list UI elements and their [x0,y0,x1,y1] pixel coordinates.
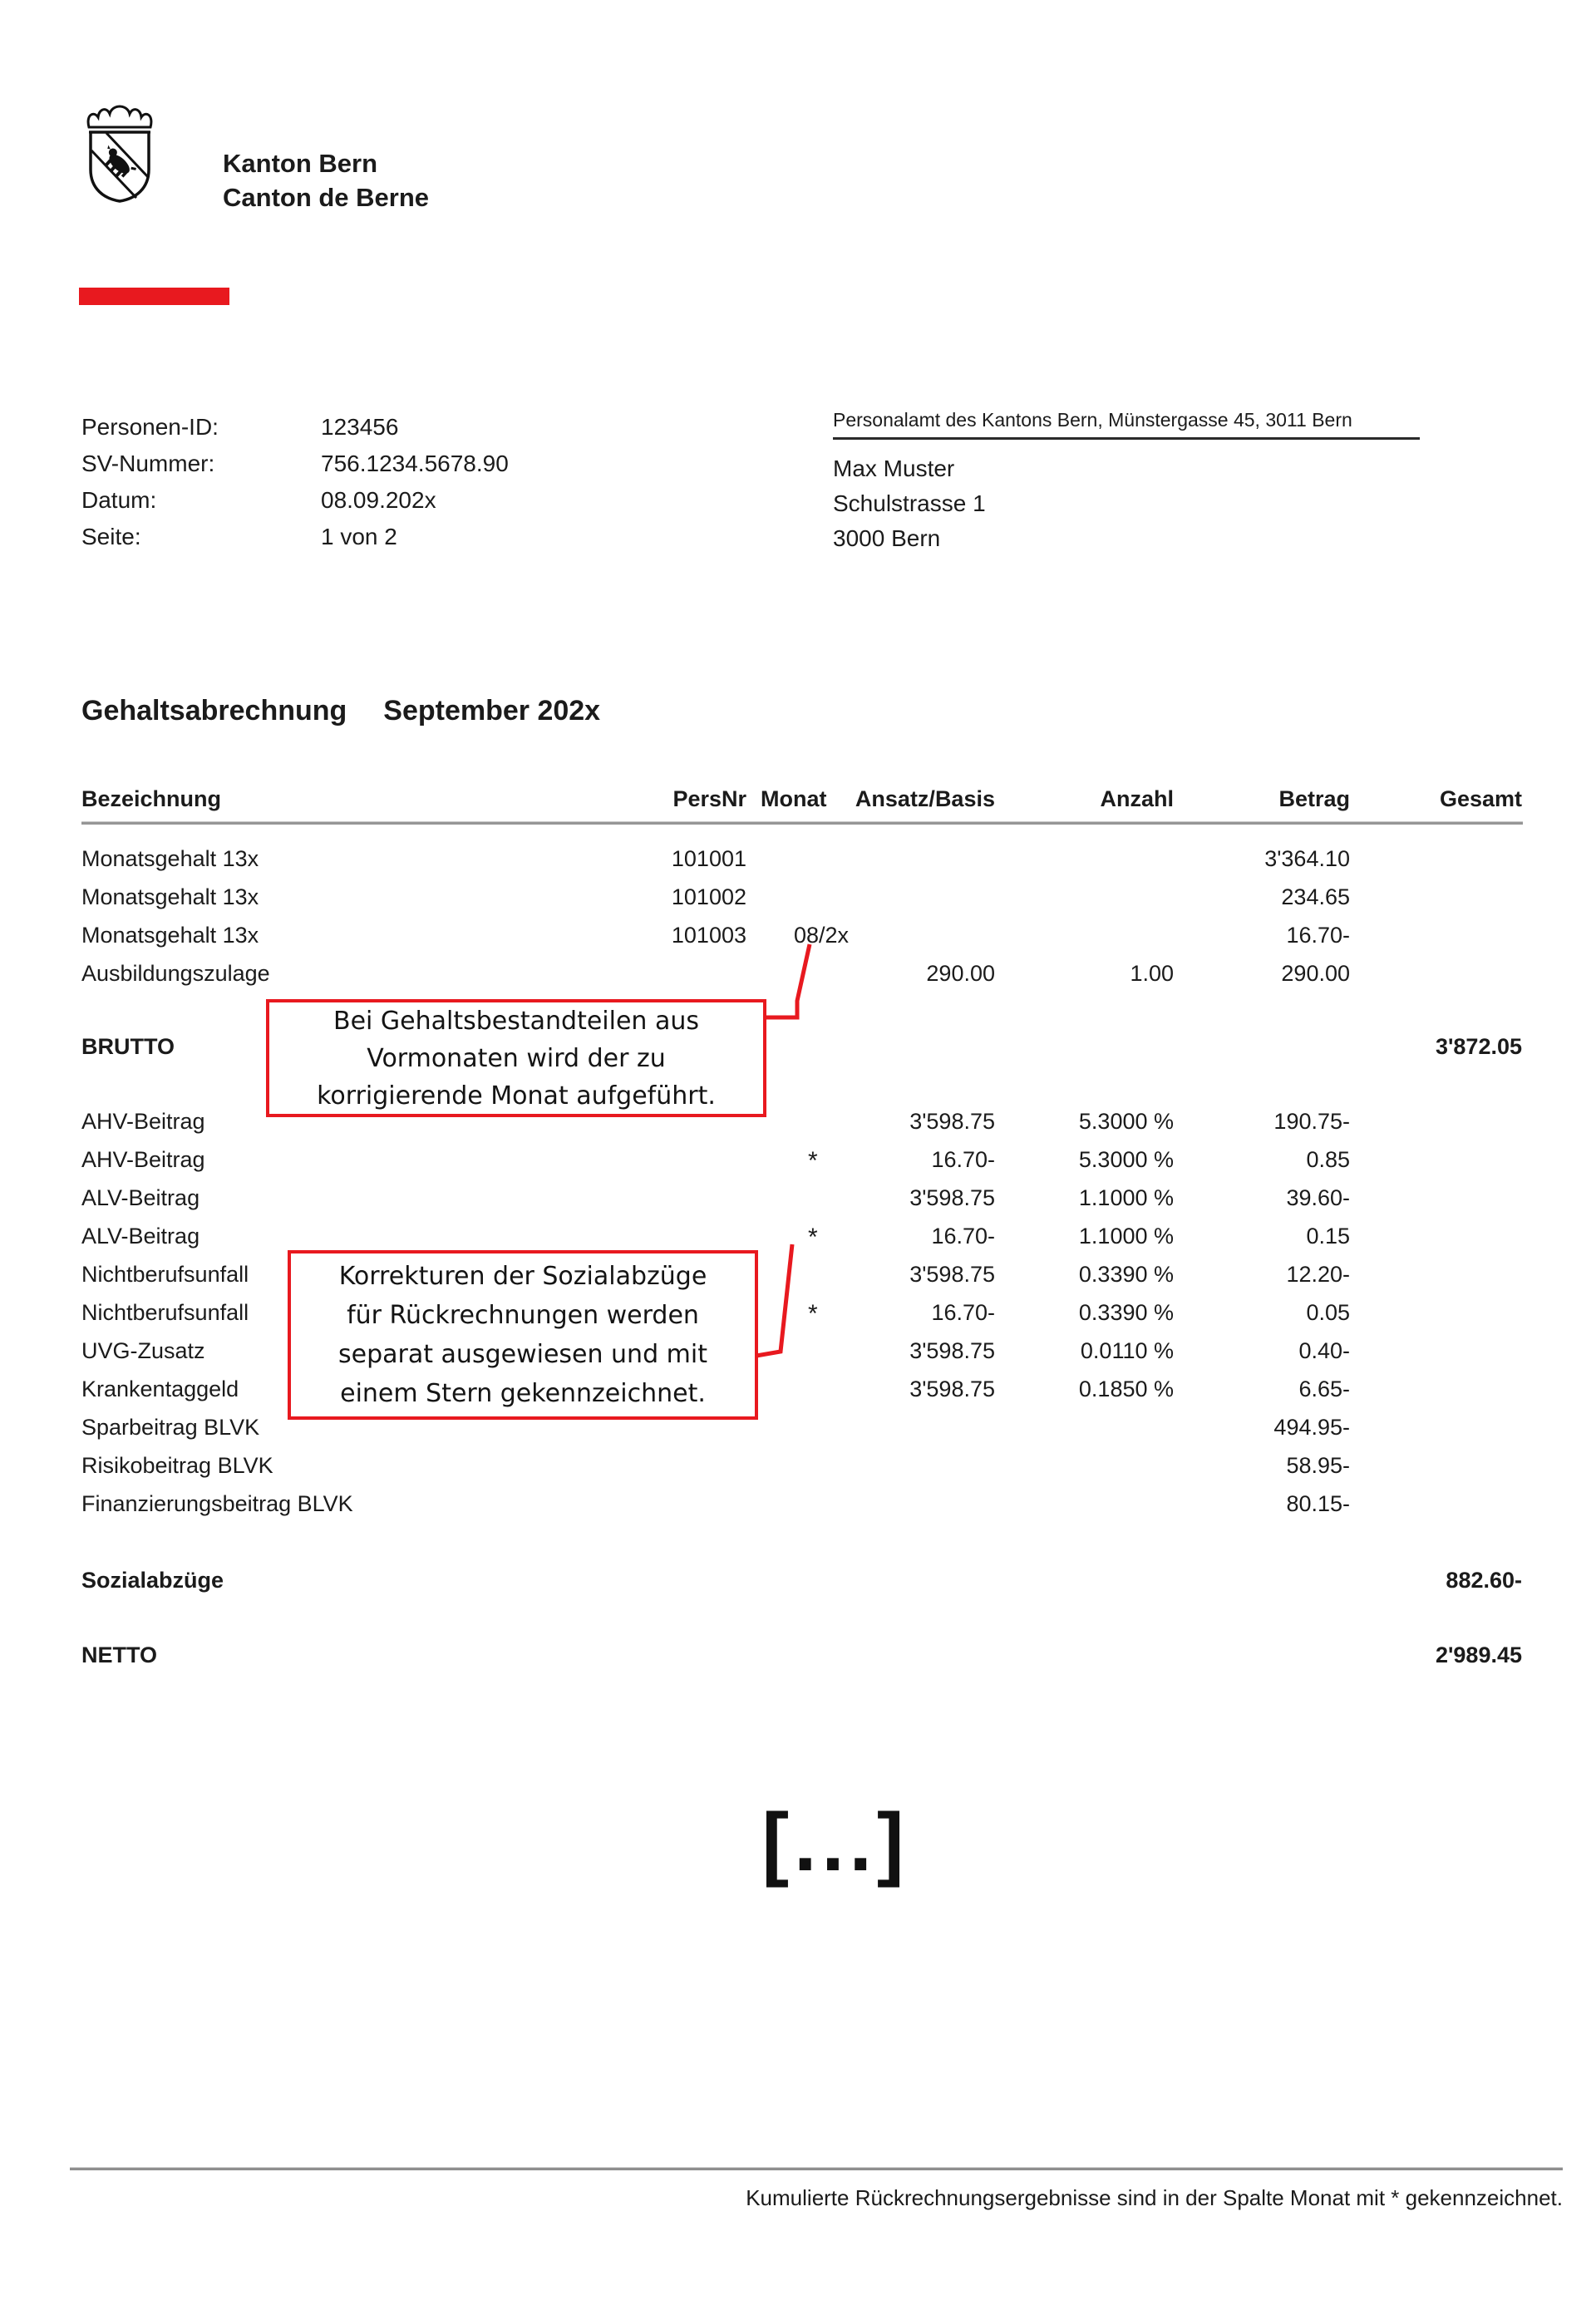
annotation-line: separat ausgewiesen und mit [338,1340,707,1369]
meta-row [81,482,509,519]
cell-gesamt [1350,884,1522,923]
table-row [81,1491,1523,1529]
meta-row [81,519,509,555]
cell-persnr [572,1491,746,1529]
meta-value: 123456 [321,414,399,440]
meta-label: Datum: [81,487,157,513]
cell-persnr [572,1147,746,1185]
table-row [81,846,1523,884]
meta-label: Seite: [81,524,141,549]
column-header-betrag: Betrag [1278,786,1350,811]
cell-gesamt [1350,1491,1522,1529]
cell-monat [746,961,845,999]
cell-betrag: 3'364.10 [1264,846,1350,871]
cell-gesamt [1350,1338,1522,1377]
meta-row [81,446,509,482]
cell-gesamt [1350,1415,1522,1453]
cell-monat [746,1147,845,1185]
cell-gesamt [1350,1109,1522,1147]
cell-bezeichnung: ALV-Beitrag [81,1224,200,1249]
org-name-line1: Kanton Bern [223,149,377,178]
cell-gesamt [1350,1262,1522,1300]
meta-value: 756.1234.5678.90 [321,451,509,476]
meta-label: SV-Nummer: [81,451,215,476]
title-main: Gehaltsabrechnung [81,695,347,726]
annotation-line: Vormonaten wird der zu [367,1043,666,1073]
cell-persnr [572,1415,746,1453]
cell-gesamt [1350,846,1522,884]
cell-anzahl [995,1491,1174,1529]
cell-betrag: 58.95- [1286,1453,1350,1478]
cell-gesamt [1350,1224,1522,1262]
annotation-line: für Rückrechnungen werden [347,1301,699,1330]
cell-ansatz-basis [845,846,995,884]
cell-bezeichnung: Krankentaggeld [81,1377,239,1401]
cell-betrag: 234.65 [1281,884,1350,909]
cell-betrag: 494.95- [1273,1415,1350,1440]
cell-ansatz-basis [845,1643,995,1681]
address-line: Schulstrasse 1 [833,490,986,516]
cell-anzahl [995,884,1174,923]
title-period: September 202x [383,695,601,726]
cell-ansatz-basis [845,1415,995,1453]
annotation-line: Bei Gehaltsbestandteilen aus [333,1006,699,1036]
cell-bezeichnung: AHV-Beitrag [81,1147,205,1172]
cell-monat [746,1185,845,1224]
cell-monat [746,1338,845,1377]
cell-gesamt: 882.60- [1446,1568,1522,1593]
cell-ansatz-basis [845,884,995,923]
cell-monat [746,1377,845,1415]
annotation-line: einem Stern gekennzeichnet. [340,1379,706,1408]
cell-monat [746,1453,845,1491]
column-header-anzahl: Anzahl [1100,786,1174,811]
cell-bezeichnung: Nichtberufsunfall [81,1300,249,1325]
footer-rule [70,2167,1563,2170]
cell-anzahl [995,1453,1174,1491]
cell-bezeichnung: BRUTTO [81,1034,175,1059]
cell-anzahl: 5.3000 % [1078,1147,1174,1172]
cell-persnr [572,961,746,999]
star-marker: * [808,1300,818,1327]
accent-bar [79,288,229,305]
column-header-ansatz-basis: Ansatz/Basis [855,786,995,811]
cell-monat [746,1415,845,1453]
cell-anzahl: 1.1000 % [1078,1185,1174,1210]
cell-bezeichnung: Monatsgehalt 13x [81,923,259,948]
star-marker: * [808,1224,818,1251]
cell-anzahl [995,1415,1174,1453]
cell-ansatz-basis: 290.00 [926,961,995,986]
cell-anzahl: 0.3390 % [1078,1300,1174,1325]
cell-ansatz-basis [845,1491,995,1529]
cell-ansatz-basis: 3'598.75 [909,1109,995,1134]
cell-gesamt: 2'989.45 [1435,1643,1522,1667]
cell-ansatz-basis: 16.70- [931,1147,995,1172]
cell-ansatz-basis: 3'598.75 [909,1338,995,1363]
cell-gesamt [1350,1147,1522,1185]
cell-anzahl: 0.3390 % [1078,1262,1174,1287]
cell-bezeichnung: Risikobeitrag BLVK [81,1453,273,1478]
table-row [81,1415,1523,1453]
star-marker: * [808,1147,818,1175]
cell-monat [746,884,845,923]
column-header-monat: Monat [761,786,827,811]
cell-betrag: 290.00 [1281,961,1350,986]
cell-gesamt [1350,961,1522,999]
cell-gesamt [1350,1185,1522,1224]
cell-betrag: 39.60- [1286,1185,1350,1210]
cell-betrag: 190.75- [1273,1109,1350,1134]
annotation-line: Korrekturen der Sozialabzüge [338,1262,707,1291]
table-row [81,961,1523,999]
cell-monat [746,846,845,884]
cell-persnr: 101003 [671,923,746,948]
address-line: Max Muster [833,456,955,481]
annotation-box-previous-months [266,999,766,1117]
cell-betrag: 0.40- [1298,1338,1350,1363]
cell-bezeichnung: ALV-Beitrag [81,1185,200,1210]
cell-betrag [1174,1034,1350,1072]
bern-crest-icon [78,105,161,209]
cell-betrag: 12.20- [1286,1262,1350,1287]
cell-gesamt: 3'872.05 [1435,1034,1522,1059]
cell-betrag: 0.15 [1306,1224,1350,1249]
address-line: 3000 Bern [833,525,941,551]
column-header-persnr: PersNr [672,786,746,811]
cell-betrag: 6.65- [1298,1377,1350,1401]
cell-bezeichnung: Sozialabzüge [81,1568,224,1593]
cell-betrag: 0.05 [1306,1300,1350,1325]
annotation-box-corrections [288,1250,758,1420]
recipient-block [833,409,1423,556]
cell-anzahl [995,1643,1174,1681]
cell-anzahl [995,923,1174,961]
cell-persnr: 101002 [671,884,746,909]
cell-persnr: 101001 [671,846,746,871]
cell-gesamt [1350,1377,1522,1415]
cell-bezeichnung: Sparbeitrag BLVK [81,1415,260,1440]
meta-value: 1 von 2 [321,524,397,549]
table-row [81,1147,1523,1185]
cell-monat [746,1300,845,1338]
cell-gesamt [1350,923,1522,961]
cell-anzahl: 0.1850 % [1078,1377,1174,1401]
cell-monat [746,1568,845,1606]
cell-bezeichnung: Ausbildungszulage [81,961,270,986]
cell-ansatz-basis [845,923,995,961]
recipient-address [833,451,1423,556]
salary-table [81,786,1523,1681]
cell-betrag [1174,1643,1350,1681]
cell-persnr [572,1185,746,1224]
cell-persnr [572,1643,746,1681]
cell-bezeichnung: UVG-Zusatz [81,1338,205,1363]
cell-betrag: 16.70- [1286,923,1350,948]
cell-monat [746,1262,845,1300]
meta-block [81,409,509,555]
org-name [223,146,429,214]
cell-ansatz-basis: 16.70- [931,1300,995,1325]
cell-monat [746,1643,845,1681]
cell-monat [746,1224,845,1262]
cell-anzahl: 5.3000 % [1078,1109,1174,1134]
meta-label: Personen-ID: [81,414,219,440]
cell-ansatz-basis: 3'598.75 [909,1377,995,1401]
cell-bezeichnung: Monatsgehalt 13x [81,884,259,909]
cell-bezeichnung: Finanzierungsbeitrag BLVK [81,1491,353,1516]
cell-persnr [572,1453,746,1491]
sender-line: Personalamt des Kantons Bern, Münstergasse 45, 3011 Bern [833,409,1420,440]
table-row [81,923,1523,961]
cell-gesamt [1350,1453,1522,1491]
cell-ansatz-basis: 3'598.75 [909,1185,995,1210]
annotation-line: korrigierende Monat aufgeführt. [317,1081,716,1111]
org-name-line2: Canton de Berne [223,183,430,212]
column-header-bezeichnung: Bezeichnung [81,786,222,811]
table-row [81,1568,1523,1606]
cell-ansatz-basis [845,1453,995,1491]
table-row [81,1643,1523,1681]
cell-anzahl: 0.0110 % [1080,1338,1174,1363]
cell-betrag: 80.15- [1286,1491,1350,1516]
column-header-gesamt: Gesamt [1439,786,1522,811]
cell-anzahl [995,846,1174,884]
cell-ansatz-basis: 16.70- [931,1224,995,1249]
meta-row [81,409,509,446]
cell-anzahl [995,1034,1174,1072]
table-header [81,786,1523,821]
page-title [81,695,600,727]
cell-anzahl: 1.00 [1130,961,1174,986]
cell-anzahl [995,1568,1174,1606]
cell-betrag: 0.85 [1306,1147,1350,1172]
cell-anzahl: 1.1000 % [1078,1224,1174,1249]
cell-ansatz-basis [845,1034,995,1072]
meta-value: 08.09.202x [321,487,436,513]
table-row [81,1453,1523,1491]
cell-ansatz-basis [845,1568,995,1606]
cell-monat: 08/2x [794,923,850,948]
table-row [81,1185,1523,1224]
cell-betrag [1174,1568,1350,1606]
cell-bezeichnung: Monatsgehalt 13x [81,846,259,871]
cell-persnr [572,1568,746,1606]
ellipsis-marker: [...] [761,1796,909,1888]
table-row [81,884,1523,923]
cell-bezeichnung: Nichtberufsunfall [81,1262,249,1287]
cell-monat [746,1491,845,1529]
cell-bezeichnung: AHV-Beitrag [81,1109,205,1134]
cell-gesamt [1350,1300,1522,1338]
cell-ansatz-basis: 3'598.75 [909,1262,995,1287]
cell-bezeichnung: NETTO [81,1643,158,1667]
footer-note: Kumulierte Rückrechnungsergebnisse sind in der Spalte Monat mit * gekennzeichnet. [746,2185,1563,2210]
